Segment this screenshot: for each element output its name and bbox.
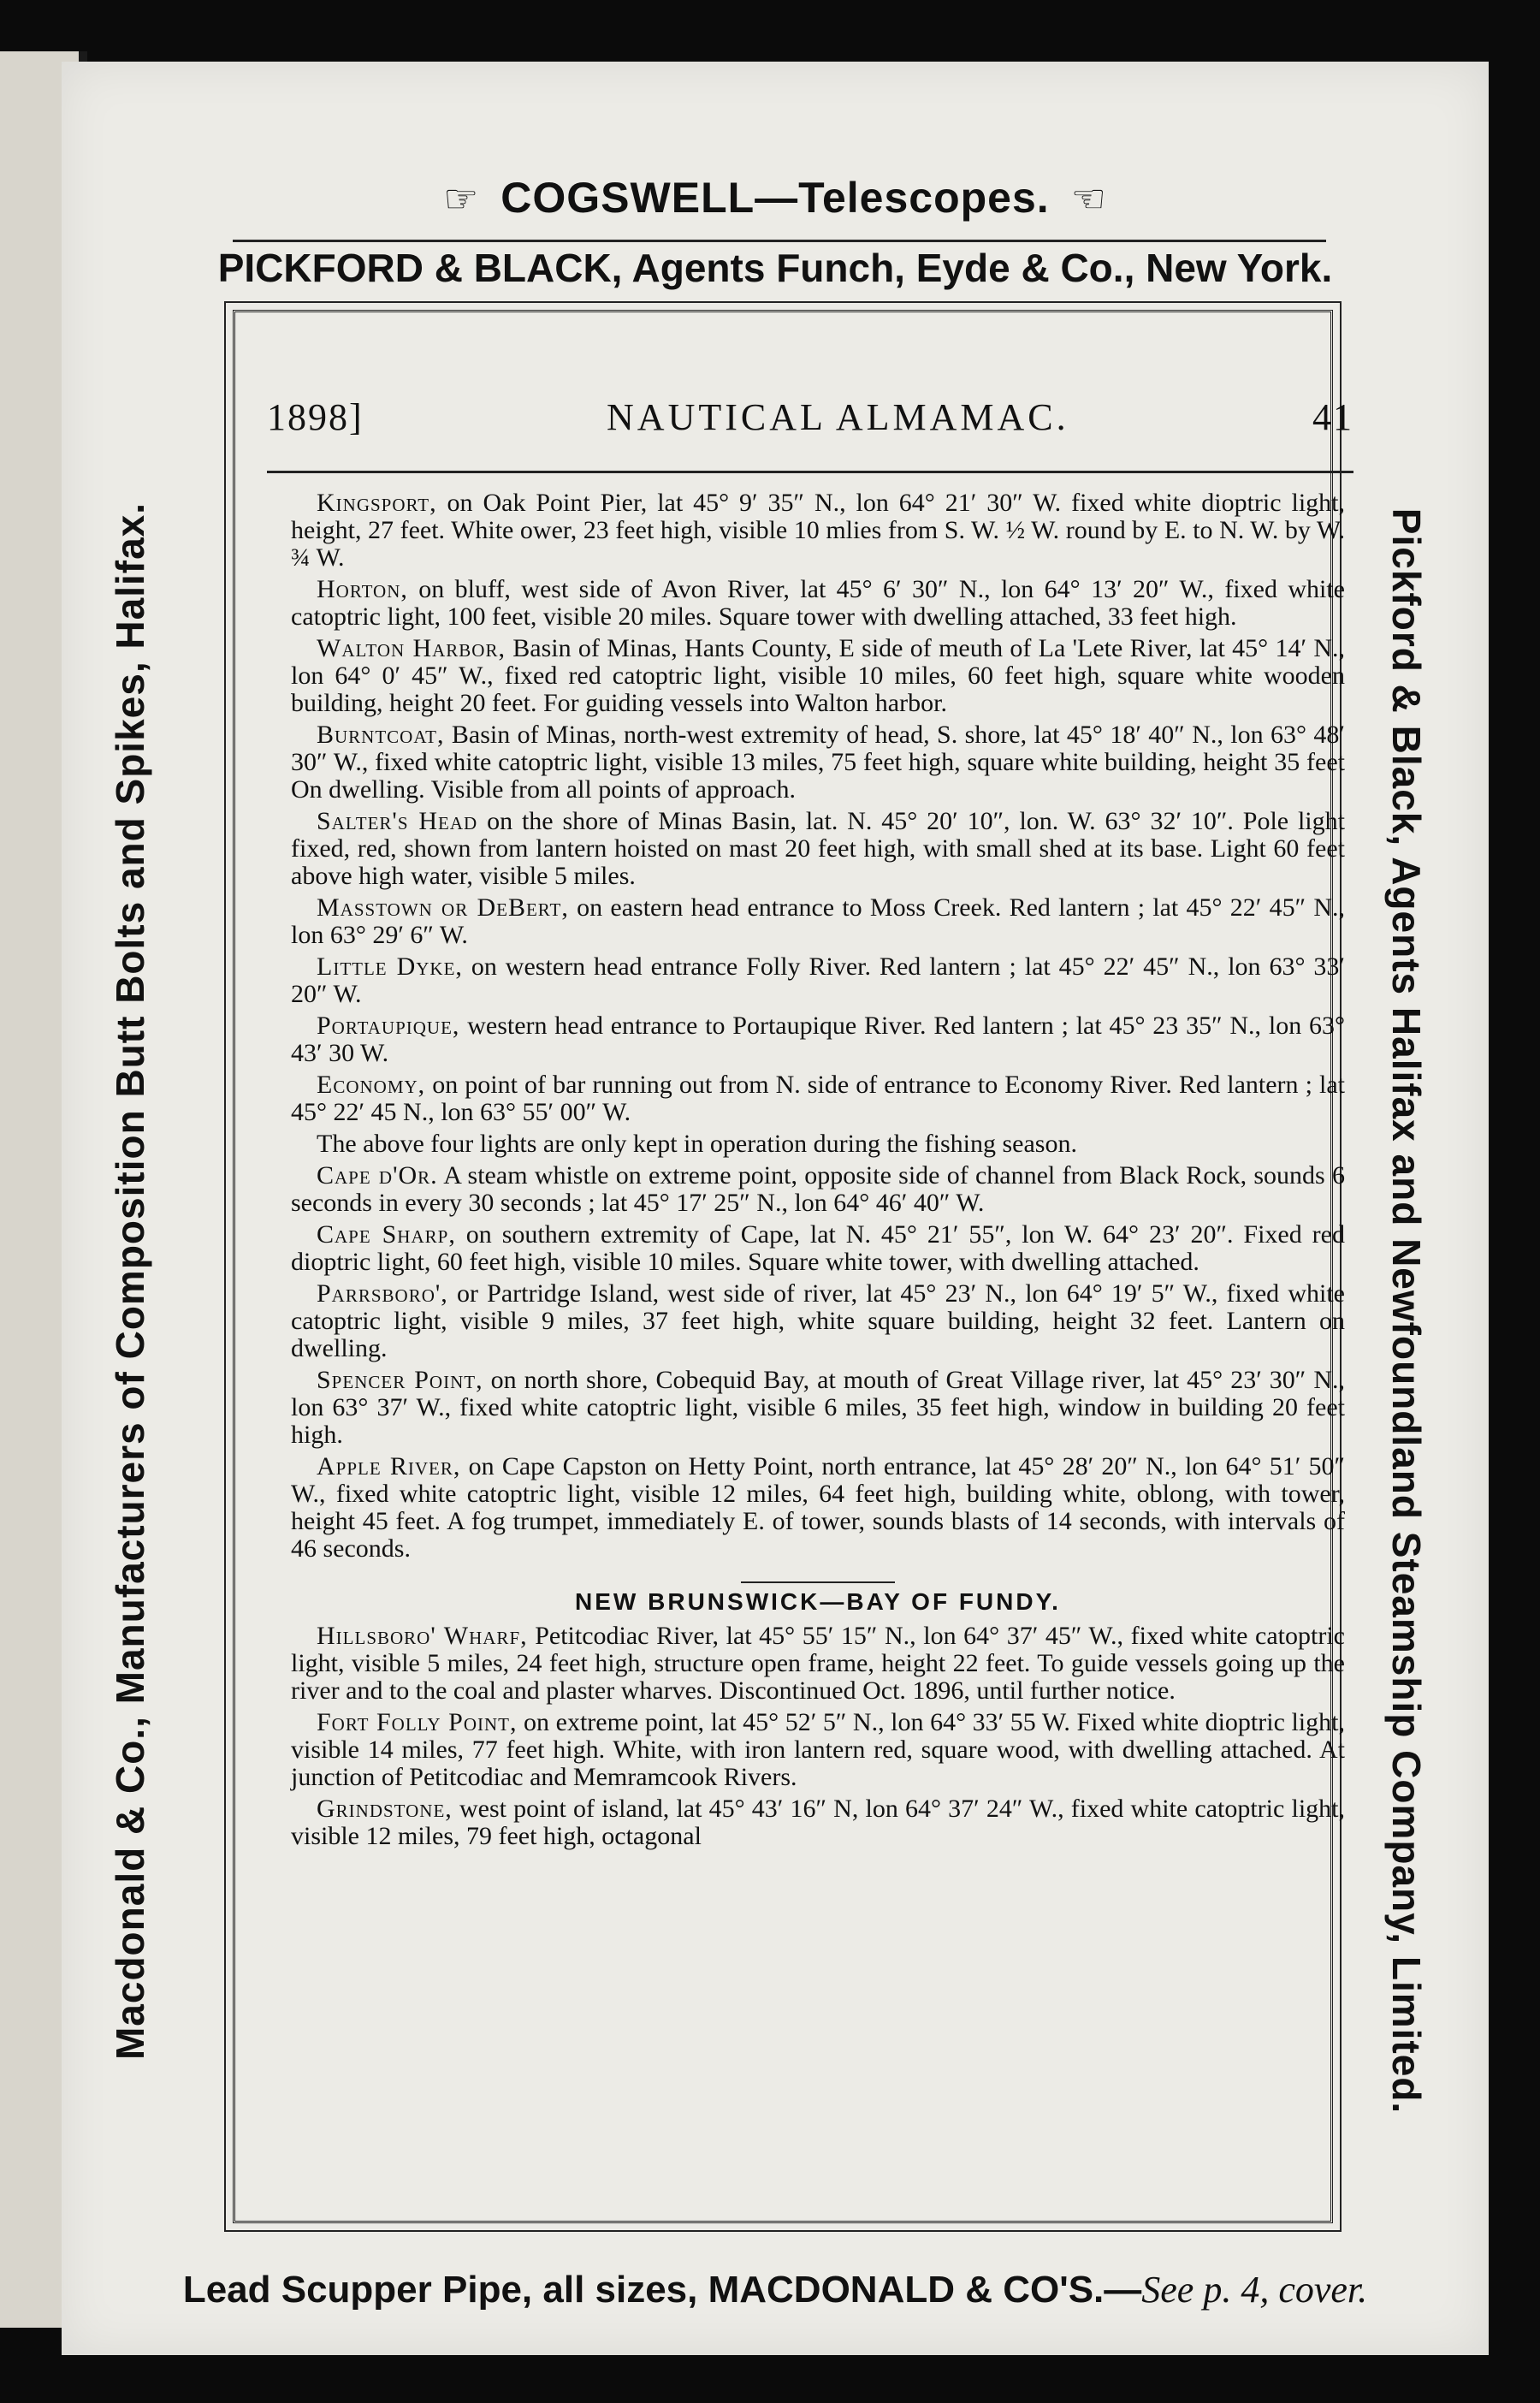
light-entry <box>291 1623 1345 1705</box>
pickford-side-advertisement: Pickford & Black, Agents Halifax and Newfoundland Steamship Company, Limited. <box>1384 507 1429 2115</box>
page-number: 41 <box>1312 396 1353 438</box>
lighthouse-list <box>291 490 1345 1854</box>
light-name: Cape Sharp, <box>317 1220 456 1249</box>
page-title: NAUTICAL ALMAMAC. <box>607 396 1069 438</box>
light-description: Basin of Minas, north-west extremity of head, S. shore, lat 45° 18′ 40″ N., lon 63° 48′ 30″ W., fixed white catoptric light, visible 13 miles, 75 feet high, square white building, height 35 feet On dwelling. Visible from all points of approach. <box>291 721 1345 804</box>
light-description: on Cape Capston on Hetty Point, north entrance, lat 45° 28′ 20″ N., lon 64° 51′ 50″ W., fixed white catoptric light, visible 12 miles, 64 feet high, building white, oblong, with tower, height 45 feet. A fog trumpet, immediately E. of tower, sounds blasts of 14 seconds, with intervals of 46 seconds. <box>291 1452 1345 1563</box>
light-entry <box>291 1795 1345 1850</box>
light-entry <box>291 1130 1345 1158</box>
light-name: Burntcoat, <box>317 721 445 749</box>
nova-scotia-entries <box>291 490 1345 1563</box>
light-entry <box>291 1162 1345 1217</box>
light-description: The above four lights are only kept in operation during the fishing season. <box>317 1130 1077 1158</box>
light-entry <box>291 635 1345 717</box>
light-entry <box>291 1012 1345 1067</box>
light-name: Grindstone, <box>317 1795 453 1823</box>
light-description: A steam whistle on extreme point, opposite side of channel from Black Rock, sounds 6 seconds in every 30 seconds ; lat 45° 17′ 25″ N., lon 64° 46′ 40″ W. <box>291 1161 1345 1217</box>
light-name: Little Dyke, <box>317 952 463 981</box>
light-name: Fort Folly Point, <box>317 1708 518 1736</box>
lead-scupper-text: Lead Scupper Pipe, all sizes, MACDONALD & CO'S.— <box>182 2269 1142 2311</box>
light-name: Parrsboro', <box>317 1279 448 1308</box>
pointing-hand-right-icon: ☞ <box>443 176 480 221</box>
light-name: Economy, <box>317 1071 426 1099</box>
light-name: Apple River, <box>317 1452 461 1480</box>
light-description: on southern extremity of Cape, lat N. 45° 21′ 55″, lon W. 64° 23′ 20″. Fixed red dioptric light, 60 feet high, visible 10 miles. Square white tower, with dwelling attached. <box>291 1220 1345 1276</box>
light-name: Masstown or DeBert, <box>317 893 569 922</box>
light-entry <box>291 1071 1345 1126</box>
light-description: on western head entrance Folly River. Red lantern ; lat 45° 22′ 45″ N., lon 63° 33′ 20″ W. <box>291 952 1345 1008</box>
cover-reference: See p. 4, cover. <box>1141 2269 1368 2311</box>
light-entry <box>291 721 1345 804</box>
macdonald-side-advertisement: Macdonald & Co., Manufacturers of Composition Butt Bolts and Spikes, Halifax. <box>108 501 152 2061</box>
light-name: Cape d'Or. <box>317 1161 438 1190</box>
section-divider <box>741 1581 895 1583</box>
light-entry <box>291 1280 1345 1362</box>
light-description: on point of bar running out from N. side of entrance to Economy River. Red lantern ; lat 45° 22′ 45 N., lon 63° 55′ 00″ W. <box>291 1071 1345 1126</box>
light-description: Basin of Minas, Hants County, E side of meuth of La 'Lete River, lat 45° 14′ N., lon 64° 0′ 45″ W., fixed red catoptric light, visible 10 miles, 60 feet high, square white wooden building, height 20 feet. For guiding vessels into Walton harbor. <box>291 634 1345 717</box>
light-entry <box>291 490 1345 572</box>
light-description: west point of island, lat 45° 43′ 16″ N, lon 64° 37′ 24″ W., fixed white catoptric light, visible 12 miles, 79 feet high, octagonal <box>291 1795 1345 1850</box>
section-heading: NEW BRUNSWICK—BAY OF FUNDY. <box>575 1588 1061 1615</box>
light-description: on north shore, Cobequid Bay, at mouth of Great Village river, lat 45° 23′ 30″ N., lon 63° 37′ W., fixed white catoptric light, visible 6 miles, 35 feet high, window in building 20 feet high. <box>291 1366 1345 1449</box>
cogswell-title: COGSWELL—Telescopes. <box>500 174 1050 222</box>
light-name: Spencer Point, <box>317 1366 483 1394</box>
light-entry <box>291 894 1345 949</box>
light-name: Portaupique, <box>317 1012 460 1040</box>
year-label: 1898] <box>267 396 364 438</box>
light-entry <box>291 576 1345 631</box>
light-description: on Oak Point Pier, lat 45° 9′ 35″ N., lon 64° 21′ 30″ W. fixed white dioptric light, height, 27 feet. White ower, 23 feet high, visible 10 mlies from S. W. ½ W. round by E. to N. W. by W. ¾ W. <box>291 489 1345 572</box>
light-entry <box>291 1453 1345 1563</box>
light-description: western head entrance to Portaupique River. Red lantern ; lat 45° 23 35″ N., lon 63° 43′ 30 W. <box>291 1012 1345 1067</box>
light-description: or Partridge Island, west side of river, lat 45° 23′ N., lon 64° 19′ 5″ W., fixed white catoptric light, visible 9 miles, 37 feet high, white square building, height 32 feet. Lantern on dwelling. <box>291 1279 1345 1362</box>
new-brunswick-entries <box>291 1623 1345 1850</box>
light-entry <box>291 1367 1345 1449</box>
light-name: Hillsboro' Wharf, <box>317 1622 528 1650</box>
light-description: on extreme point, lat 45° 52′ 5″ N., lon 64° 33′ 55 W. Fixed white dioptric light, visible 14 miles, 77 feet high. White, with iron lantern red, square wood, with dwelling attached. At junction of Petitcodiac and Memramcook Rivers. <box>291 1708 1345 1791</box>
light-description: on eastern head entrance to Moss Creek. Red lantern ; lat 45° 22′ 45″ N., lon 63° 29′ 6″ W. <box>291 893 1346 949</box>
running-head <box>267 395 1353 439</box>
light-name: Walton Harbor, <box>317 634 506 662</box>
pickford-black-agents: PICKFORD & BLACK, Agents Funch, Eyde & Co., New York. <box>217 246 1333 290</box>
light-entry <box>291 1709 1345 1791</box>
lead-scupper-advertisement <box>62 2268 1489 2311</box>
light-entry <box>291 953 1345 1008</box>
light-name: Salter's Head <box>317 807 478 835</box>
almanac-page <box>62 62 1489 2355</box>
light-name: Kingsport, <box>317 489 437 517</box>
top-rule <box>233 240 1326 242</box>
light-description: on the shore of Minas Basin, lat. N. 45° 20′ 10″, lon. W. 63° 32′ 10″. Pole light fixed, red, shown from lantern hoisted on mast 20 feet high, with small shed at its base. Light 60 feet above high water, visible 5 miles. <box>291 807 1345 890</box>
light-entry <box>291 1221 1345 1276</box>
light-description: on bluff, west side of Avon River, lat 45° 6′ 30″ N., lon 64° 13′ 20″ W., fixed white catoptric light, 100 feet, visible 20 miles. Square tower with dwelling attached, 33 feet high. <box>291 575 1345 631</box>
light-entry <box>291 808 1345 890</box>
cogswell-advertisement <box>62 173 1489 222</box>
light-description: Petitcodiac River, lat 45° 55′ 15″ N., lon 64° 37′ 45″ W., fixed white catoptric light, visible 5 miles, 24 feet high, structure open frame, height 22 feet. To guide vessels going up the river and to the coal and plaster wharves. Discontinued Oct. 1896, until further notice. <box>291 1622 1345 1705</box>
light-name: Horton, <box>317 575 408 603</box>
header-rule <box>267 471 1353 473</box>
pointing-hand-left-icon: ☜ <box>1070 176 1107 221</box>
